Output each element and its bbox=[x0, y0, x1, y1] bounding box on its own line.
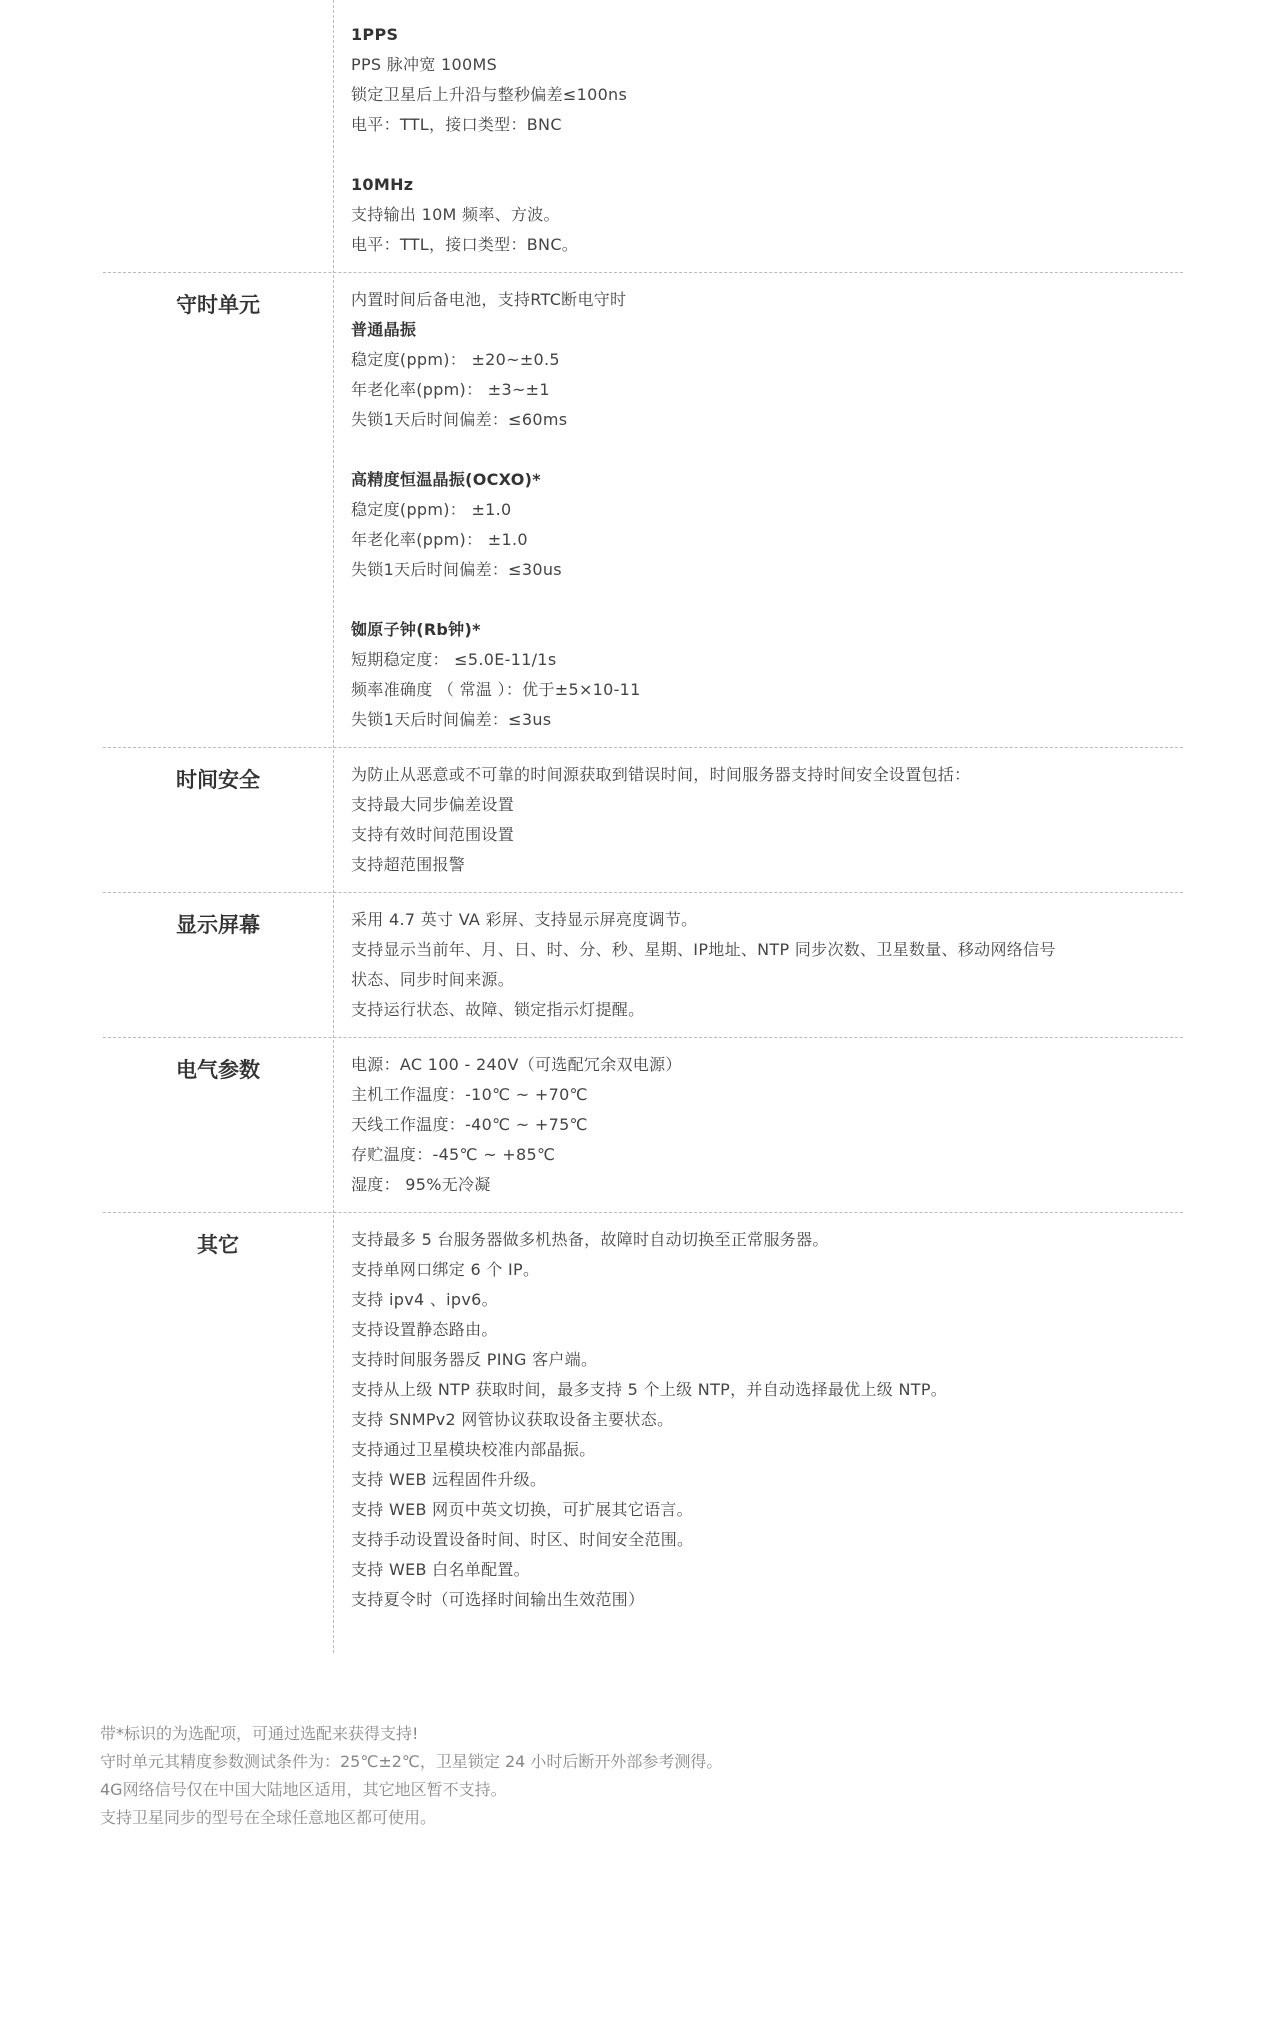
section-label: 时间安全 bbox=[176, 768, 260, 792]
spec-line: 支持通过卫星模块校准内部晶振。 bbox=[351, 1440, 596, 1459]
spec-line: 支持手动设置设备时间、时区、时间安全范围。 bbox=[351, 1530, 694, 1549]
spec-line: 支持 WEB 网页中英文切换，可扩展其它语言。 bbox=[351, 1500, 693, 1519]
spec-line: 支持最大同步偏差设置 bbox=[351, 795, 515, 814]
spec-line: 电平：TTL，接口类型：BNC bbox=[351, 115, 562, 134]
spec-subheading: 高精度恒温晶振(OCXO)* bbox=[351, 470, 541, 489]
spec-line: PPS 脉冲宽 100MS bbox=[351, 55, 498, 74]
spec-line: 电源：AC 100 - 240V（可选配冗余双电源） bbox=[351, 1055, 682, 1074]
spec-subheading: 10MHz bbox=[351, 175, 414, 194]
section-content bbox=[351, 748, 1183, 892]
spec-line: 支持单网口绑定 6 个 IP。 bbox=[351, 1260, 540, 1279]
section-content bbox=[351, 893, 1183, 1037]
spec-line: 失锁1天后时间偏差：≤60ms bbox=[351, 410, 568, 429]
spec-line: 年老化率(ppm)： ±1.0 bbox=[351, 530, 528, 549]
spec-section bbox=[103, 747, 1183, 892]
section-label: 守时单元 bbox=[176, 293, 260, 317]
spec-line: 锁定卫星后上升沿与整秒偏差≤100ns bbox=[351, 85, 628, 104]
section-content bbox=[351, 273, 1183, 747]
spacer bbox=[351, 140, 1183, 170]
footnotes bbox=[100, 1720, 722, 1832]
spec-line: 状态、同步时间来源。 bbox=[351, 970, 515, 989]
section-label: 显示屏幕 bbox=[176, 913, 260, 937]
spec-line: 支持从上级 NTP 获取时间，最多支持 5 个上级 NTP，并自动选择最优上级 NTP。 bbox=[351, 1380, 948, 1399]
section-content bbox=[351, 1213, 1183, 1627]
spec-line: 频率准确度 （ 常温 ）：优于±5×10-11 bbox=[351, 680, 641, 699]
spec-section bbox=[103, 1212, 1183, 1627]
spec-line: 支持输出 10M 频率、方波。 bbox=[351, 205, 560, 224]
spec-section bbox=[103, 1037, 1183, 1212]
section-label: 电气参数 bbox=[176, 1058, 260, 1082]
spec-subheading: 1PPS bbox=[351, 25, 399, 44]
spacer bbox=[351, 585, 1183, 615]
spec-line: 主机工作温度：-10℃ ~ +70℃ bbox=[351, 1085, 588, 1104]
section-content bbox=[351, 1038, 1183, 1212]
spec-line: 内置时间后备电池，支持RTC断电守时 bbox=[351, 290, 627, 309]
spec-line: 支持 SNMPv2 网管协议获取设备主要状态。 bbox=[351, 1410, 674, 1429]
spec-section bbox=[103, 0, 1183, 272]
spec-line: 支持最多 5 台服务器做多机热备，故障时自动切换至正常服务器。 bbox=[351, 1230, 829, 1249]
spec-line: 支持运行状态、故障、锁定指示灯提醒。 bbox=[351, 1000, 645, 1019]
spec-line: 支持 ipv4 、ipv6。 bbox=[351, 1290, 498, 1309]
spec-line: 支持显示当前年、月、日、时、分、秒、星期、IP地址、NTP 同步次数、卫星数量、移动网络信号 bbox=[351, 940, 1056, 959]
spacer bbox=[351, 435, 1183, 465]
spec-line: 支持有效时间范围设置 bbox=[351, 825, 515, 844]
spec-line: 失锁1天后时间偏差：≤30us bbox=[351, 560, 562, 579]
spec-line: 支持超范围报警 bbox=[351, 855, 466, 874]
spec-section bbox=[103, 272, 1183, 747]
spec-line: 天线工作温度：-40℃ ~ +75℃ bbox=[351, 1115, 588, 1134]
spec-section bbox=[103, 892, 1183, 1037]
spec-table bbox=[103, 0, 1183, 1627]
footnote: 4G网络信号仅在中国大陆地区适用，其它地区暂不支持。 bbox=[100, 1780, 507, 1799]
spec-subheading: 普通晶振 bbox=[351, 320, 417, 339]
section-content bbox=[351, 0, 1183, 272]
section-label: 其它 bbox=[197, 1233, 239, 1257]
spec-line: 为防止从恶意或不可靠的时间源获取到错误时间，时间服务器支持时间安全设置包括： bbox=[351, 765, 971, 784]
spec-line: 支持 WEB 白名单配置。 bbox=[351, 1560, 530, 1579]
footnote: 支持卫星同步的型号在全球任意地区都可使用。 bbox=[100, 1808, 437, 1827]
spec-subheading: 铷原子钟(Rb钟)* bbox=[351, 620, 481, 639]
spec-line: 稳定度(ppm)： ±20~±0.5 bbox=[351, 350, 560, 369]
spec-line: 支持设置静态路由。 bbox=[351, 1320, 498, 1339]
spec-line: 湿度： 95%无冷凝 bbox=[351, 1175, 491, 1194]
spec-line: 电平：TTL，接口类型：BNC。 bbox=[351, 235, 579, 254]
spec-line: 短期稳定度： ≤5.0E-11/1s bbox=[351, 650, 557, 669]
spec-line: 采用 4.7 英寸 VA 彩屏、支持显示屏亮度调节。 bbox=[351, 910, 698, 929]
spec-line: 支持夏令时（可选择时间输出生效范围） bbox=[351, 1590, 645, 1609]
footnote: 带*标识的为选配项，可通过选配来获得支持! bbox=[100, 1724, 419, 1743]
spec-line: 年老化率(ppm)： ±3~±1 bbox=[351, 380, 550, 399]
spec-line: 失锁1天后时间偏差：≤3us bbox=[351, 710, 552, 729]
spec-line: 稳定度(ppm)： ±1.0 bbox=[351, 500, 512, 519]
spec-line: 支持 WEB 远程固件升级。 bbox=[351, 1470, 547, 1489]
spec-line: 支持时间服务器反 PING 客户端。 bbox=[351, 1350, 598, 1369]
spec-line: 存贮温度：-45℃ ~ +85℃ bbox=[351, 1145, 556, 1164]
footnote: 守时单元其精度参数测试条件为：25℃±2℃，卫星锁定 24 小时后断开外部参考测得。 bbox=[100, 1752, 723, 1771]
